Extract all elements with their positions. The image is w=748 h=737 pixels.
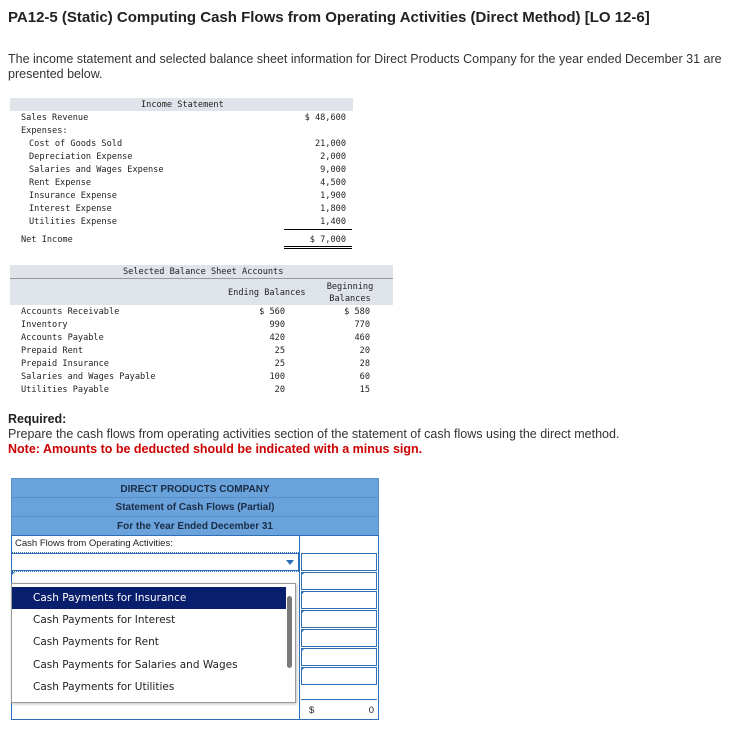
expenses-label: Expenses: <box>21 126 68 136</box>
total-rule <box>284 248 352 249</box>
amount-input[interactable] <box>301 553 377 571</box>
amount-input[interactable] <box>301 648 377 666</box>
amount-input[interactable] <box>301 629 377 647</box>
balance-row-label: Utilities Payable <box>21 385 109 395</box>
net-income-value: $ 7,000 <box>309 235 346 245</box>
dropdown-option[interactable]: Cash Payments for Interest <box>33 614 176 626</box>
balance-colhead-rule <box>10 278 393 279</box>
balance-row-label: Inventory <box>21 320 68 330</box>
col-ending-balances: Ending Balances <box>228 288 306 298</box>
expense-value: 9,000 <box>320 165 346 175</box>
corner-marker <box>301 667 305 671</box>
expense-value: 2,000 <box>320 152 346 162</box>
corner-marker <box>301 610 305 614</box>
expense-label: Utilities Expense <box>29 217 117 227</box>
balance-row-label: Salaries and Wages Payable <box>21 372 156 382</box>
expense-value: 21,000 <box>314 139 346 149</box>
statement-name: Statement of Cash Flows (Partial) <box>115 502 275 513</box>
sales-value: $ 48,600 <box>304 113 346 123</box>
balance-row-beginning: 770 <box>354 320 370 330</box>
col-beginning-balances: Balances <box>329 294 371 304</box>
balance-row-beginning: 460 <box>354 333 370 343</box>
balance-row-ending: $ 560 <box>259 307 285 317</box>
balance-row-label: Accounts Receivable <box>21 307 120 317</box>
corner-marker <box>301 648 305 652</box>
statement-period: For the Year Ended December 31 <box>117 521 273 532</box>
balance-row-beginning: $ 580 <box>344 307 370 317</box>
subtotal-rule <box>284 229 352 230</box>
section-label: Cash Flows from Operating Activities: <box>15 538 173 549</box>
dropdown-option[interactable]: Cash Payments for Salaries and Wages <box>33 659 238 671</box>
expense-label: Rent Expense <box>29 178 92 188</box>
required-section <box>8 412 619 457</box>
dropdown-menu <box>11 583 296 703</box>
balance-row-ending: 100 <box>269 372 285 382</box>
total-value: 0 <box>368 705 374 716</box>
balance-row-beginning: 15 <box>359 385 370 395</box>
expense-value: 1,900 <box>320 191 346 201</box>
balance-row-beginning: 20 <box>359 346 370 356</box>
column-divider <box>299 535 300 720</box>
chevron-down-icon[interactable] <box>286 560 294 565</box>
income-statement-header: Income Statement <box>141 100 224 110</box>
amount-input[interactable] <box>301 591 377 609</box>
expense-label: Cost of Goods Sold <box>29 139 123 149</box>
corner-marker <box>301 572 305 576</box>
col-beginning-balances: Beginning <box>326 282 374 292</box>
company-name: DIRECT PRODUCTS COMPANY <box>120 484 270 495</box>
sales-label: Sales Revenue <box>21 113 89 123</box>
balance-row-ending: 990 <box>269 320 285 330</box>
dropdown-option[interactable]: Cash Payments for Rent <box>33 636 159 648</box>
net-income-label: Net Income <box>21 235 73 245</box>
total-top-rule <box>301 699 377 700</box>
dropdown-option[interactable]: Cash Payments for Insurance <box>12 587 286 609</box>
amount-input[interactable] <box>301 572 377 590</box>
balance-row-ending: 20 <box>274 385 285 395</box>
cash-flow-header <box>11 478 379 536</box>
balance-row-ending: 420 <box>269 333 285 343</box>
expense-label: Depreciation Expense <box>29 152 133 162</box>
expense-value: 1,400 <box>320 217 346 227</box>
balance-header: Selected Balance Sheet Accounts <box>123 267 284 277</box>
dropdown-option[interactable]: Cash Payments for Utilities <box>33 681 175 693</box>
balance-row-beginning: 28 <box>359 359 370 369</box>
page-title: PA12-5 (Static) Computing Cash Flows from Operating Activities (Direct Method) [LO 12-6] <box>8 9 650 26</box>
balance-row-ending: 25 <box>274 359 285 369</box>
row-separator <box>11 571 299 572</box>
corner-marker <box>11 572 15 576</box>
total-rule <box>284 246 352 247</box>
expense-value: 4,500 <box>320 178 346 188</box>
required-note: Note: Amounts to be deducted should be indicated with a minus sign. <box>8 442 423 456</box>
expense-label: Salaries and Wages Expense <box>29 165 164 175</box>
expense-value: 1,800 <box>320 204 346 214</box>
balance-row-beginning: 60 <box>359 372 370 382</box>
account-select[interactable] <box>11 553 299 571</box>
amount-input[interactable] <box>301 667 377 685</box>
balance-row-ending: 25 <box>274 346 285 356</box>
balance-row-label: Prepaid Rent <box>21 346 84 356</box>
balance-row-label: Prepaid Insurance <box>21 359 109 369</box>
expense-label: Insurance Expense <box>29 191 117 201</box>
corner-marker <box>301 629 305 633</box>
required-text: Prepare the cash flows from operating activities section of the statement of cash flows using the direct method. <box>8 427 620 441</box>
expense-label: Interest Expense <box>29 204 112 214</box>
total-currency: $ <box>309 705 315 716</box>
dropdown-scrollbar[interactable] <box>287 596 292 668</box>
amount-input[interactable] <box>301 610 377 628</box>
required-heading: Required: <box>8 412 67 426</box>
corner-marker <box>301 591 305 595</box>
intro-text: The income statement and selected balance sheet information for Direct Products Company for the year ended December 31 are presented below. <box>8 52 722 81</box>
balance-row-label: Accounts Payable <box>21 333 104 343</box>
